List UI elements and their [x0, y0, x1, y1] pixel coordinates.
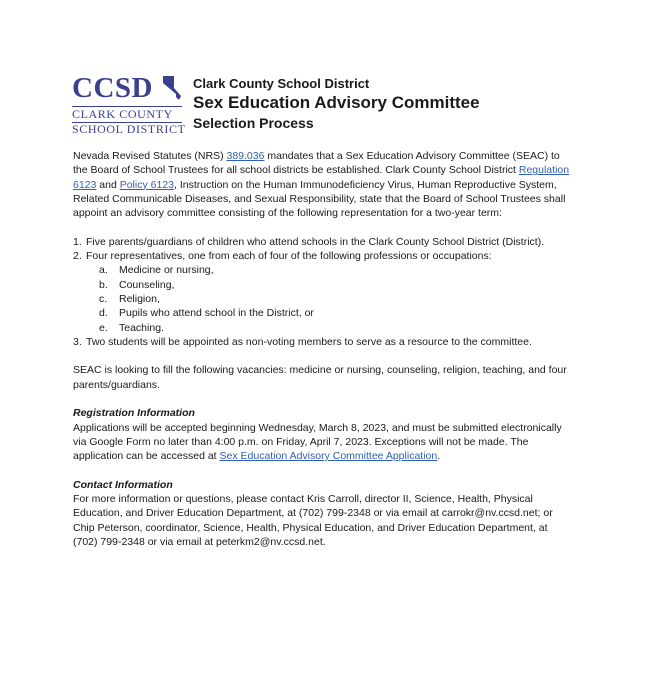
document-subtitle: Selection Process [193, 115, 314, 131]
list-item-text: Four representatives, one from each of four of the following professions or occupations: [86, 250, 492, 263]
intro-paragraph [73, 149, 573, 220]
sublist-item-text: Pupils who attend school in the District, or [119, 307, 314, 320]
sublist-item [86, 263, 573, 277]
regulation-link[interactable]: Regulation 6123 [73, 164, 570, 191]
committee-title: Sex Education Advisory Committee [193, 93, 480, 112]
district-name: Clark County School District [193, 76, 370, 91]
header-titles [193, 76, 480, 132]
vacancies-paragraph: SEAC is looking to fill the following vacancies: medicine or nursing, counseling, religion, teaching, and four parents/guardians. [73, 364, 567, 391]
document-body [73, 149, 573, 564]
logo-acronym: CCSD [72, 72, 153, 104]
list-item-text: Two students will be appointed as non-voting members to serve as a resource to the committee. [86, 335, 532, 348]
list-item [73, 235, 573, 249]
registration-heading: Registration Information [73, 407, 195, 420]
sublist-item-text: Medicine or nursing, [119, 264, 214, 277]
application-link[interactable]: Sex Education Advisory Committee Application [219, 450, 438, 463]
intro-text: Nevada Revised Statutes (NRS) [73, 150, 227, 162]
intro-text: and [96, 178, 120, 191]
professions-sublist [86, 263, 573, 334]
nrs-link[interactable]: 389.036 [226, 150, 265, 162]
logo-line-1: CLARK COUNTY [72, 107, 173, 121]
registration-paragraph [73, 421, 573, 464]
sublist-letter: d. [99, 307, 108, 320]
list-number: 2. [73, 250, 82, 263]
intro-text: , Instruction on the Human Immunodeficiency Virus, Human Reproductive System, Related Communicable Diseases, and Sexual Responsibility, state that the Board of School Trustees shall appoint an advisory committee consisting of the following representation for a two-year term: [73, 178, 566, 220]
sublist-letter: b. [99, 278, 108, 291]
list-number: 1. [73, 235, 82, 248]
sublist-item [86, 278, 573, 292]
list-item [73, 249, 573, 335]
list-number: 3. [73, 335, 82, 348]
document-header [72, 73, 632, 139]
sublist-letter: a. [99, 264, 108, 277]
sublist-item [86, 292, 573, 306]
nevada-state-icon [162, 75, 182, 101]
policy-link[interactable]: Policy 6123 [119, 178, 175, 191]
ccsd-logo [72, 73, 187, 135]
representation-list [73, 235, 573, 349]
intro-text: mandates that a Sex Education Advisory Committee (SEAC) to the Board of School Trustees for all school districts be established. Clark County School District [73, 150, 560, 177]
contact-paragraph: For more information or questions, please contact Kris Carroll, director II, Science, Health, Physical Education, and Driver Education Department, at (702) 799-2348 or via email at carrokr@nv.ccsd.net; or Chip Peterson, coordinator, Science, Health, Physical Education, and Driver Education Department, at (702) 799-2348 or via email at peterkm2@nv.ccsd.net. [73, 493, 553, 549]
registration-text: Applications will be accepted beginning Wednesday, March 8, 2023, and must be submitted electronically via Google Form no later than 4:00 p.m. on Friday, April 7, 2023. Exceptions will not be made. The application can be accessed at [73, 421, 562, 463]
sublist-letter: c. [99, 292, 108, 305]
logo-line-2: SCHOOL DISTRICT [72, 122, 186, 136]
sublist-item-text: Counseling, [119, 278, 175, 291]
sublist-item-text: Teaching. [119, 321, 164, 334]
sublist-item-text: Religion, [119, 292, 160, 305]
sublist-item [86, 306, 573, 320]
sublist-item [86, 321, 573, 335]
registration-text: . [437, 450, 441, 463]
contact-heading: Contact Information [73, 478, 173, 491]
sublist-letter: e. [99, 321, 108, 334]
list-item-text: Five parents/guardians of children who attend schools in the Clark County School District (District). [86, 235, 545, 248]
list-item [73, 335, 573, 349]
